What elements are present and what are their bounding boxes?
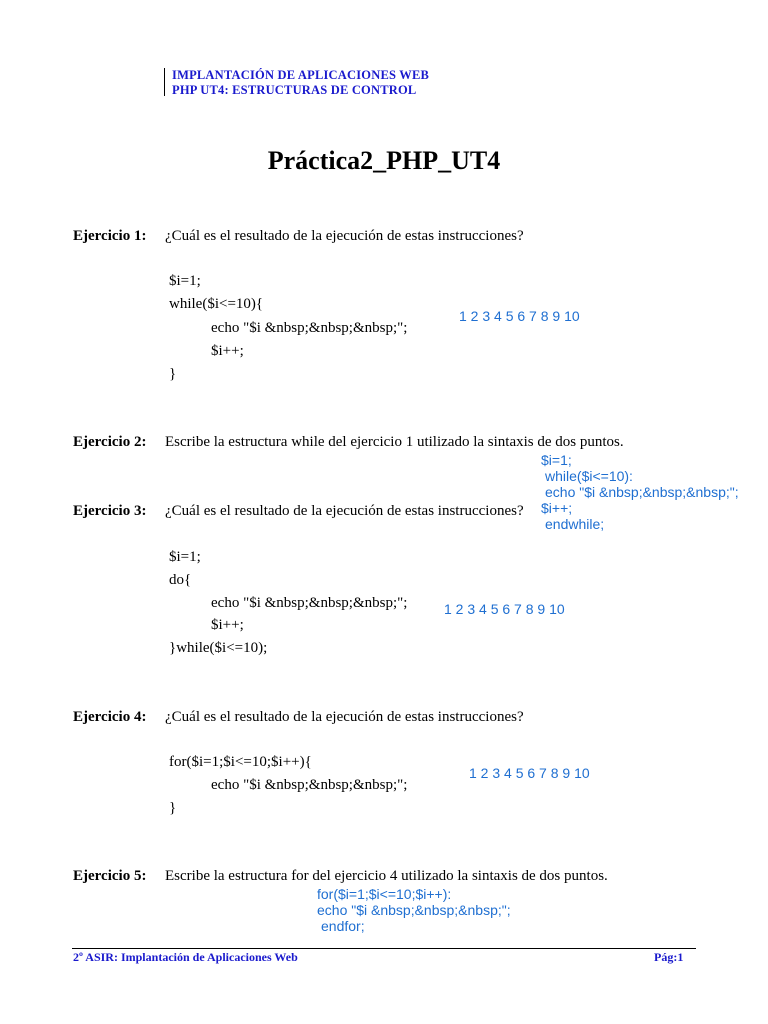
- exercise-3-code-line: echo "$i &nbsp;&nbsp;&nbsp;";: [211, 595, 408, 611]
- exercise-1-code-line: $i=1;: [169, 273, 201, 289]
- exercise-5-question: Escribe la estructura for del ejercicio 4 utilizado la sintaxis de dos puntos.: [165, 868, 608, 884]
- exercise-4-code-line: }: [169, 800, 177, 816]
- exercise-2-answer-line: $i=1;: [541, 452, 572, 468]
- exercise-1-label: Ejercicio 1:: [73, 228, 147, 244]
- exercise-4-answer: 1 2 3 4 5 6 7 8 9 10: [469, 765, 590, 781]
- exercise-4-question: ¿Cuál es el resultado de la ejecución de estas instrucciones?: [165, 709, 524, 725]
- header-unit: PHP UT4: ESTRUCTURAS DE CONTROL: [172, 83, 417, 97]
- exercise-2-answer-line: $i++;: [541, 500, 573, 516]
- exercise-3-code-line: $i=1;: [169, 549, 201, 565]
- footer-divider: [72, 948, 696, 949]
- exercise-1-code-line: }: [169, 366, 177, 382]
- footer-course: 2º ASIR: Implantación de Aplicaciones Web: [73, 950, 298, 964]
- page-title: Práctica2_PHP_UT4: [267, 146, 501, 175]
- exercise-2-answer-line: echo "$i &nbsp;&nbsp;&nbsp;";: [545, 484, 739, 500]
- exercise-4-code-line: for($i=1;$i<=10;$i++){: [169, 754, 312, 770]
- exercise-5-answer-line: endfor;: [321, 918, 365, 934]
- exercise-4-code-line: echo "$i &nbsp;&nbsp;&nbsp;";: [211, 777, 408, 793]
- exercise-3-code-line: }while($i<=10);: [169, 640, 268, 656]
- exercise-5-answer-line: echo "$i &nbsp;&nbsp;&nbsp;";: [317, 902, 511, 918]
- exercise-2-question: Escribe la estructura while del ejercicio 1 utilizado la sintaxis de dos puntos.: [165, 434, 624, 450]
- footer-page-number: Pág:1: [654, 950, 684, 964]
- header-course: IMPLANTACIÓN DE APLICACIONES WEB: [172, 68, 430, 82]
- exercise-3-code-line: $i++;: [211, 617, 244, 633]
- exercise-4-label: Ejercicio 4:: [73, 709, 147, 725]
- exercise-1-code-line: while($i<=10){: [169, 296, 264, 312]
- exercise-3-question: ¿Cuál es el resultado de la ejecución de estas instrucciones?: [165, 503, 524, 519]
- exercise-1-code-line: $i++;: [211, 343, 244, 359]
- exercise-2-answer-line: endwhile;: [545, 516, 605, 532]
- exercise-3-answer: 1 2 3 4 5 6 7 8 9 10: [444, 601, 565, 617]
- exercise-2-label: Ejercicio 2:: [73, 434, 147, 450]
- exercise-5-label: Ejercicio 5:: [73, 868, 147, 884]
- exercise-1-question: ¿Cuál es el resultado de la ejecución de estas instrucciones?: [165, 228, 524, 244]
- exercise-1-answer: 1 2 3 4 5 6 7 8 9 10: [459, 308, 580, 324]
- header-divider: [164, 68, 165, 96]
- exercise-1-code-line: echo "$i &nbsp;&nbsp;&nbsp;";: [211, 320, 408, 336]
- exercise-2-answer-line: while($i<=10):: [545, 468, 633, 484]
- exercise-3-code-line: do{: [169, 572, 192, 588]
- exercise-5-answer-line: for($i=1;$i<=10;$i++):: [317, 886, 452, 902]
- exercise-3-label: Ejercicio 3:: [73, 503, 147, 519]
